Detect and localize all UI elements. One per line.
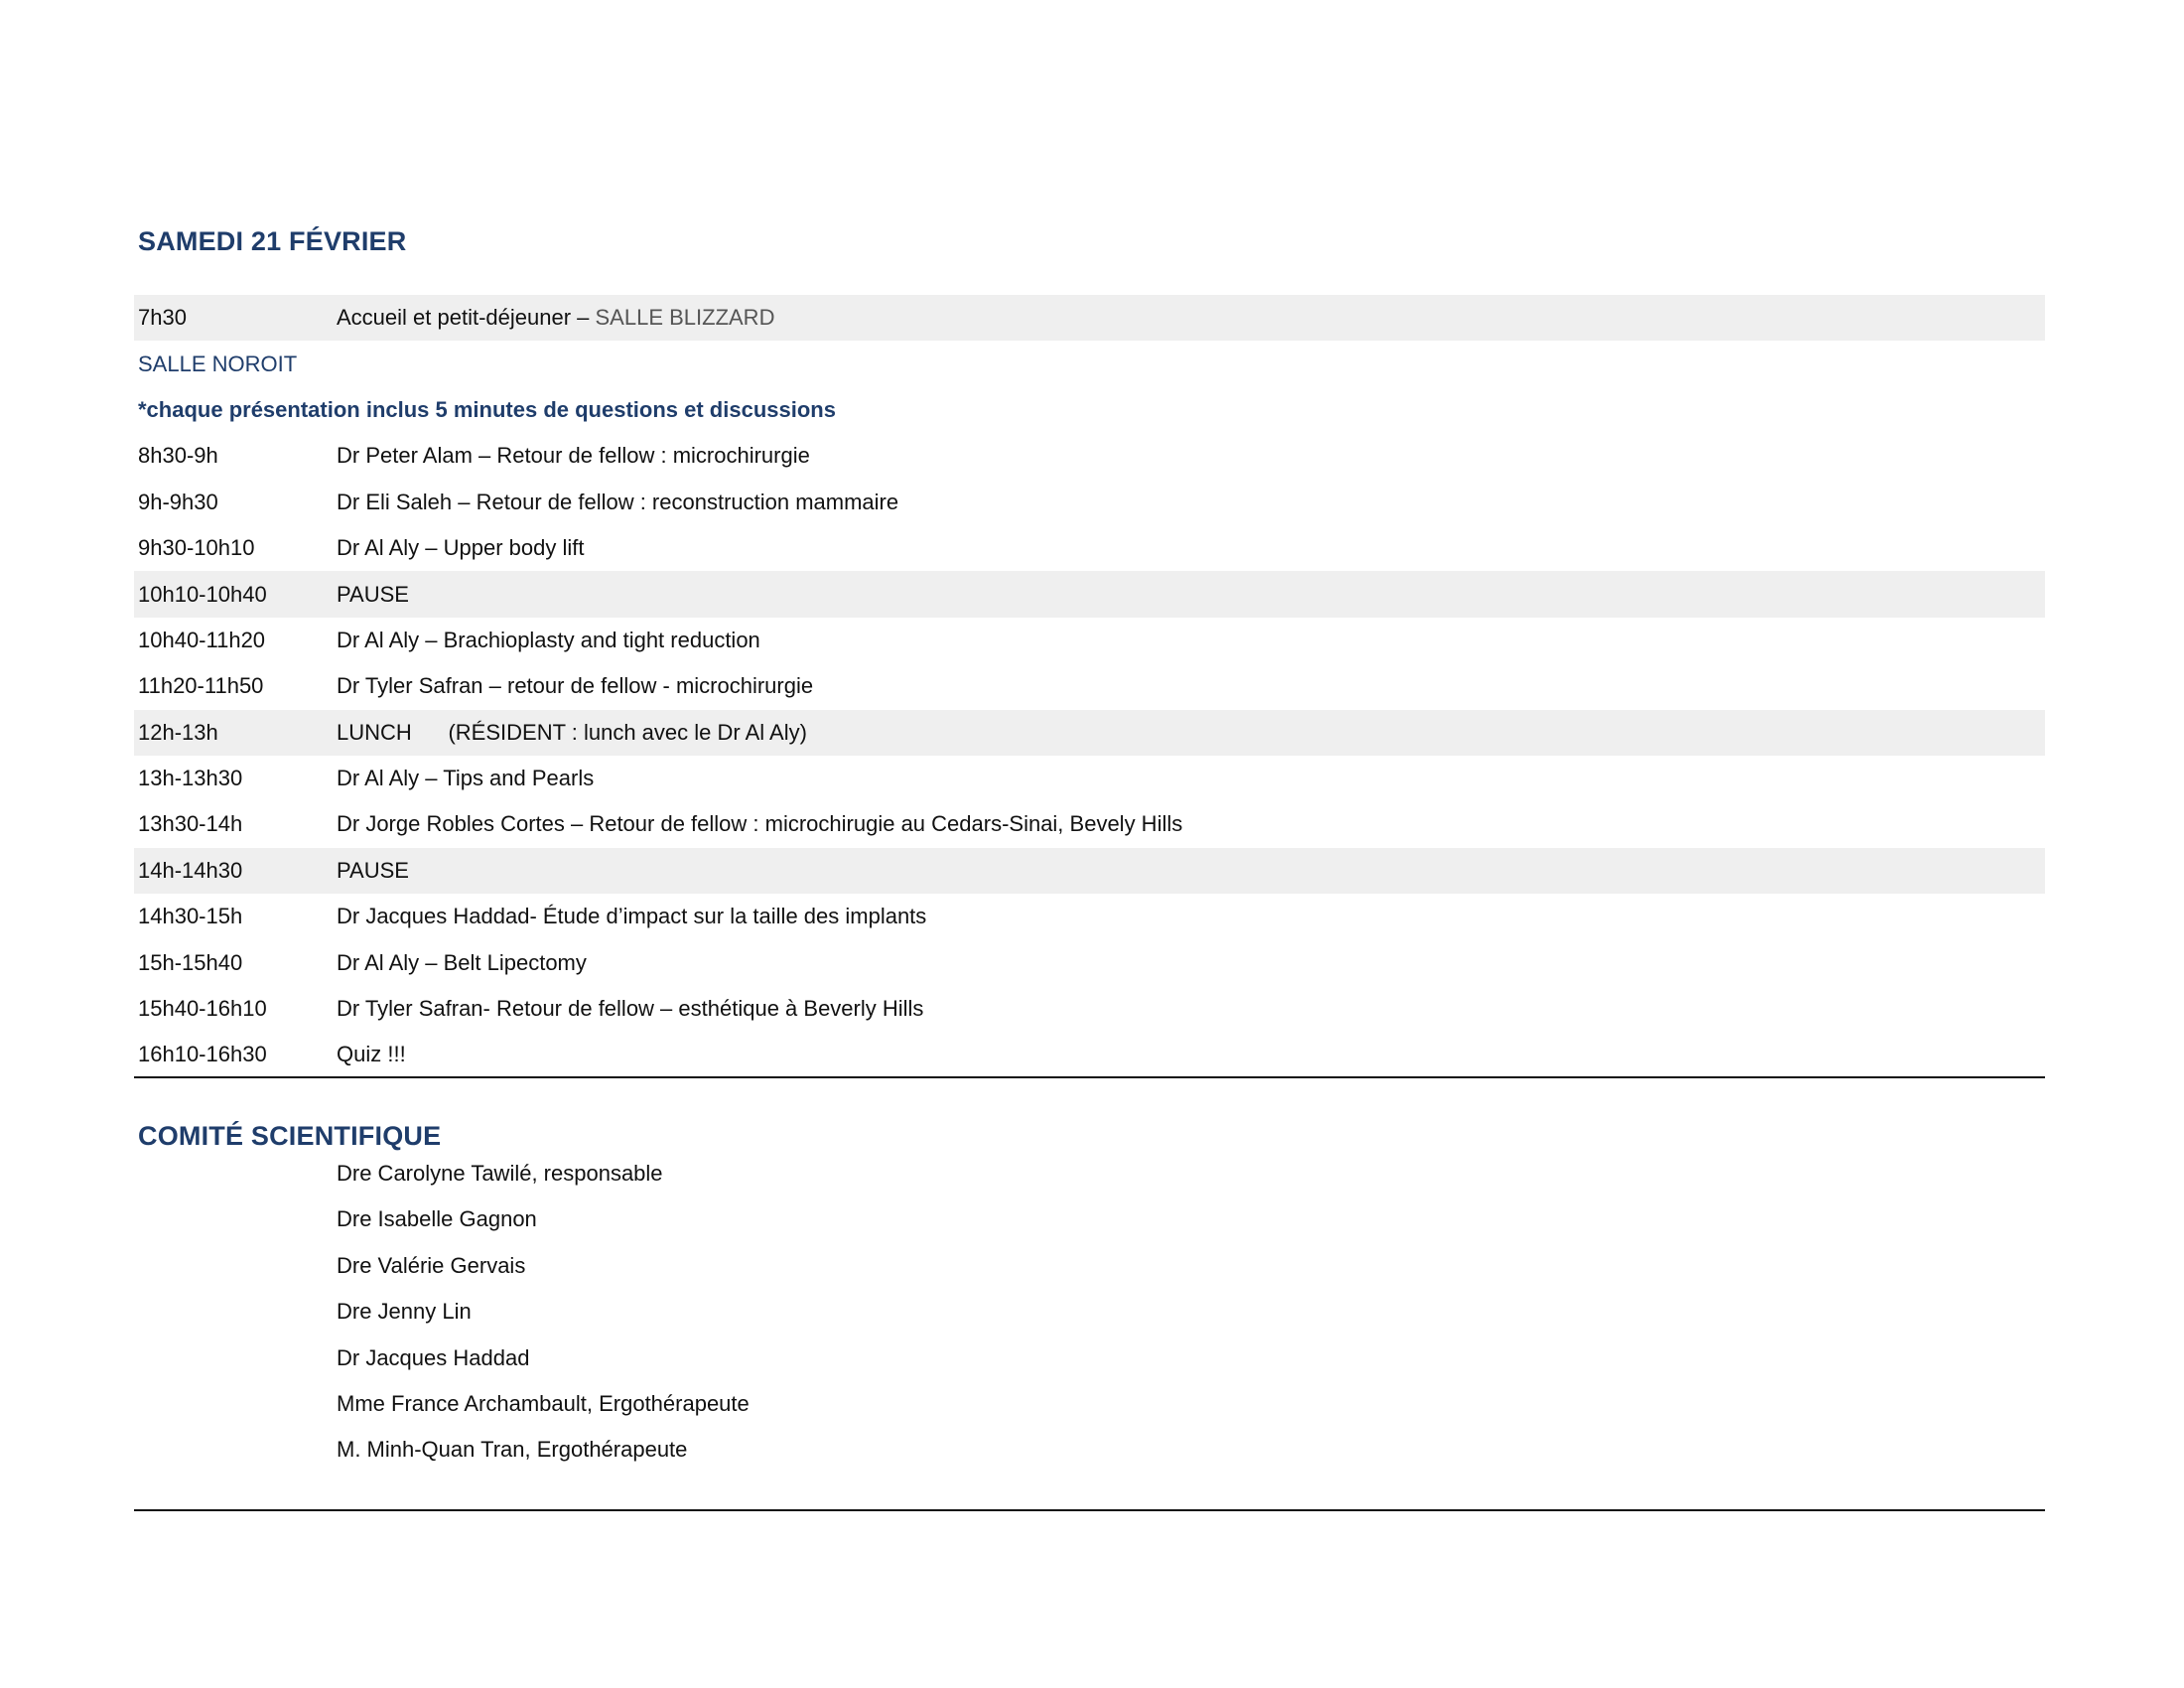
- schedule: [134, 295, 2045, 1078]
- room-row: [134, 341, 2045, 386]
- committee-member: M. Minh-Quan Tran, Ergothérapeute: [337, 1437, 688, 1463]
- row-time: 12h-13h: [138, 719, 218, 745]
- row-desc: Dr Al Aly – Upper body lift: [337, 535, 585, 561]
- row-desc: Dr Peter Alam – Retour de fellow : microchirurgie: [337, 443, 810, 469]
- row-time: 15h40-16h10: [138, 996, 267, 1022]
- divider-line-bottom: [134, 1509, 2045, 1511]
- row-desc: LUNCH (RÉSIDENT : lunch avec le Dr Al Aly): [337, 719, 807, 745]
- row-desc: Dr Al Aly – Brachioplasty and tight reduction: [337, 627, 760, 652]
- row-time: 7h30: [138, 305, 187, 331]
- row-time: 9h-9h30: [138, 489, 218, 514]
- row-desc: PAUSE: [337, 857, 409, 883]
- committee-member: Mme France Archambault, Ergothérapeute: [337, 1390, 750, 1416]
- row-time: 16h10-16h30: [138, 1042, 267, 1067]
- row-time: 8h30-9h: [138, 443, 218, 469]
- schedule-row: [134, 986, 2045, 1032]
- committee-member: Dre Carolyne Tawilé, responsable: [337, 1161, 663, 1186]
- committee-member: Dre Valérie Gervais: [337, 1252, 526, 1278]
- divider-line: [134, 1076, 2045, 1078]
- schedule-row: [134, 801, 2045, 847]
- row-time: 10h40-11h20: [138, 627, 266, 652]
- row-time: 14h30-15h: [138, 904, 243, 929]
- committee-member: Dre Isabelle Gagnon: [337, 1206, 537, 1232]
- schedule-row: [134, 894, 2045, 939]
- row-time: 15h-15h40: [138, 949, 243, 975]
- row-desc: PAUSE: [337, 581, 409, 607]
- schedule-row-welcome: [134, 295, 2045, 341]
- day-title: SAMEDI 21 FÉVRIER: [138, 226, 407, 256]
- committee-list: [337, 1151, 750, 1474]
- row-time: 13h30-14h: [138, 811, 243, 837]
- schedule-row: [134, 710, 2045, 756]
- row-time: 11h20-11h50: [138, 673, 264, 699]
- schedule-row: [134, 756, 2045, 801]
- row-desc: Dr Jorge Robles Cortes – Retour de fellow : microchirugie au Cedars-Sinai, Bevely Hills: [337, 811, 1183, 837]
- committee-member: Dre Jenny Lin: [337, 1299, 472, 1325]
- row-desc-text: Accueil et petit-déjeuner –: [337, 305, 596, 331]
- row-desc: [337, 305, 774, 331]
- row-time: 14h-14h30: [138, 857, 243, 883]
- row-desc: Dr Al Aly – Tips and Pearls: [337, 766, 595, 791]
- row-time: 13h-13h30: [138, 766, 243, 791]
- schedule-row: [134, 571, 2045, 617]
- row-desc: Dr Eli Saleh – Retour de fellow : reconstruction mammaire: [337, 489, 899, 514]
- schedule-row: [134, 433, 2045, 479]
- schedule-row: [134, 618, 2045, 663]
- schedule-row: [134, 525, 2045, 571]
- presentation-note: *chaque présentation inclus 5 minutes de questions et discussions: [138, 396, 836, 422]
- committee-member: Dr Jacques Haddad: [337, 1344, 530, 1370]
- note-row: [134, 387, 2045, 433]
- row-desc: Dr Tyler Safran – retour de fellow - microchirurgie: [337, 673, 814, 699]
- schedule-row: [134, 1032, 2045, 1077]
- row-time: 9h30-10h10: [138, 535, 255, 561]
- row-time: 10h10-10h40: [138, 581, 267, 607]
- session-list: [134, 433, 2045, 1077]
- venue-label: SALLE BLIZZARD: [595, 305, 775, 331]
- row-desc: Dr Al Aly – Belt Lipectomy: [337, 949, 587, 975]
- schedule-row: [134, 480, 2045, 525]
- committee-title: COMITÉ SCIENTIFIQUE: [138, 1121, 442, 1151]
- row-desc: Dr Jacques Haddad- Étude d’impact sur la taille des implants: [337, 904, 927, 929]
- room-label: SALLE NOROIT: [138, 351, 298, 376]
- schedule-row: [134, 939, 2045, 985]
- row-desc: Dr Tyler Safran- Retour de fellow – esthétique à Beverly Hills: [337, 996, 924, 1022]
- schedule-row: [134, 663, 2045, 709]
- row-desc: Quiz !!!: [337, 1042, 406, 1067]
- schedule-row: [134, 848, 2045, 894]
